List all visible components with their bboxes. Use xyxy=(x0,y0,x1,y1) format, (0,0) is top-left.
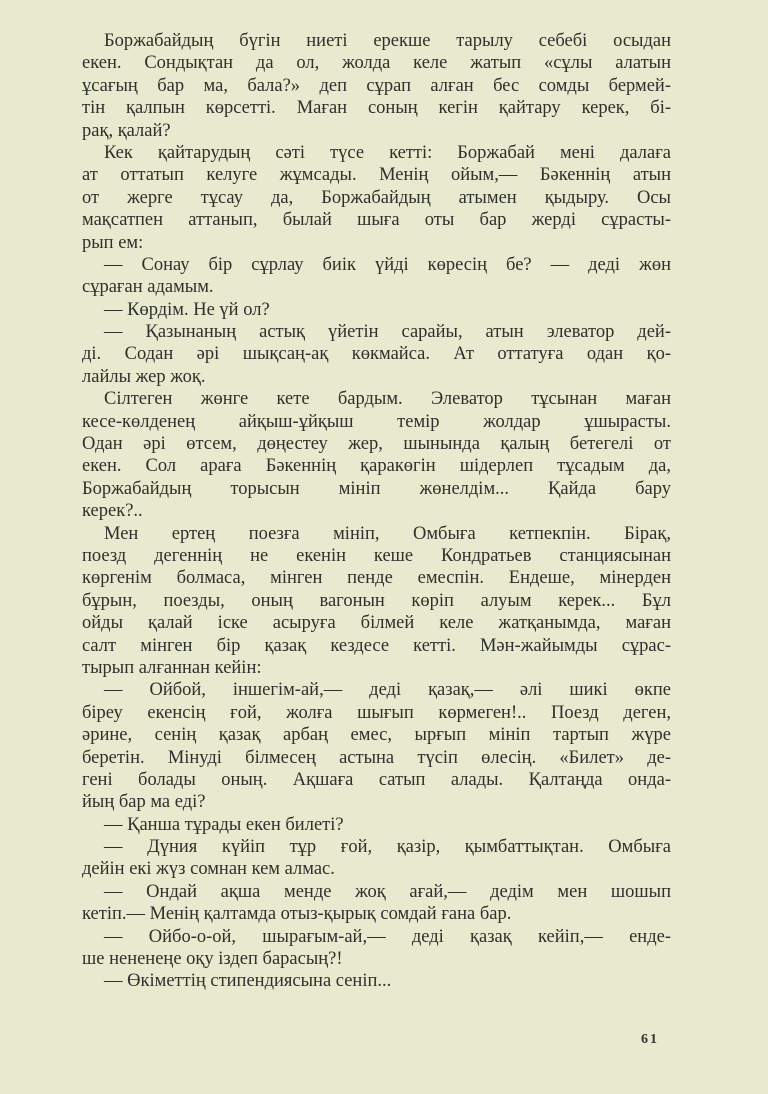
text-line: екен. Сол араға Бәкеннің қаракөгін шідерлеп тұсадым да, xyxy=(82,456,671,477)
text-line: — Ойбой, іншегім-ай,— деді қазақ,— әлі шикі өкпе xyxy=(104,680,671,701)
text-line: — Ойбо-о-ой, шырағым-ай,— деді қазақ кейіп,— енде- xyxy=(104,926,671,947)
text-line: керек?.. xyxy=(82,501,143,522)
text-line: ат оттатып келуге жұмсады. Менің ойым,— Бәкеннің атын xyxy=(82,165,671,186)
text-line: Боржабайдың торысын мініп жөнелдім... Қайда бару xyxy=(82,478,671,499)
text-line: көргенім болмаса, мінген пенде емеспін. Ендеше, мінерден xyxy=(82,568,671,589)
text-line: екен. Сондықтан да ол, жолда келе жатып «сұлы алатын xyxy=(82,53,671,74)
paragraph xyxy=(82,388,671,522)
text-line: тырып алғаннан кейін: xyxy=(82,657,262,678)
text-line: ойды қалай іске асыруға білмей келе жатқанымда, маған xyxy=(82,613,671,634)
text-line: рып ем: xyxy=(82,232,144,253)
paragraph xyxy=(82,254,671,299)
text-line: әрине, сенің қазақ арбаң емес, ырғып мініп тартып жүре xyxy=(82,725,671,746)
text-line: — Көрдім. Не үй ол? xyxy=(104,299,270,320)
text-line: — Сонау бір сұрлау биік үйді көресің бе? — деді жөн xyxy=(104,254,671,275)
paragraph xyxy=(82,299,671,321)
text-line: от жерге тұсау да, Боржабайдың атымен қыдыру. Осы xyxy=(82,187,671,208)
text-line: біреу екенсің ғой, жолға шығып көрмеген!.. Поезд деген, xyxy=(82,702,671,723)
text-line: йың бар ма еді? xyxy=(82,792,206,813)
text-line: мақсатпен аттанып, былай шыға оты бар жерді сұрасты- xyxy=(82,210,671,231)
page-number: 61 xyxy=(641,1032,659,1047)
paragraph xyxy=(82,523,671,680)
text-line: лайлы жер жоқ. xyxy=(82,366,206,387)
text-line: Мен ертең поезға мініп, Омбыға кетпекпін. Бірақ, xyxy=(104,523,671,544)
paragraph xyxy=(82,321,671,388)
paragraph xyxy=(82,679,671,813)
paragraph xyxy=(82,30,671,142)
text-line: — Қанша тұрады екен билеті? xyxy=(104,814,344,835)
text-line: салт мінген бір қазақ кездесе кетті. Мән-жайымды сұрас- xyxy=(82,635,671,656)
paragraph xyxy=(82,970,671,992)
text-line: кетіп.— Менің қалтамда отыз-қырық сомдай ғана бар. xyxy=(82,904,512,925)
text-line: кесе-көлденең айқыш-ұйқыш темір жолдар ұшырасты. xyxy=(82,411,671,432)
text-line: Сілтеген жөнге кете бардым. Элеватор тұсынан маған xyxy=(104,389,671,410)
text-line: — Қазынаның астық үйетін сарайы, атын элеватор дей- xyxy=(104,322,671,343)
paragraph xyxy=(82,142,671,254)
text-line: рақ, қалай? xyxy=(82,120,171,141)
paragraph xyxy=(82,836,671,881)
text-line: — Дүния күйіп тұр ғой, қазір, қымбаттықтан. Омбыға xyxy=(104,837,671,858)
text-line: — Ондай ақша менде жоқ ағай,— дедім мен шошып xyxy=(104,881,671,902)
paragraph xyxy=(82,881,671,926)
paragraph xyxy=(82,814,671,836)
text-line: Боржабайдың бүгін ниеті ерекше тарылу себебі осыдан xyxy=(104,31,671,51)
page-body-text xyxy=(82,30,671,993)
text-line: Кек қайтарудың сәті түсе кетті: Боржабай мені далаға xyxy=(104,142,671,163)
text-line: дейін екі жүз сомнан кем алмас. xyxy=(82,859,335,880)
text-line: бұрын, поезды, оның вагонын көріп алуым керек... Бұл xyxy=(82,590,671,611)
text-line: — Өкіметтің стипендиясына сеніп... xyxy=(104,971,392,992)
text-line: гені болады оның. Ақшаға сатып алады. Қалтаңда онда- xyxy=(82,769,671,790)
text-line: тін қалпын көрсетті. Маған соның кегін қайтару керек, бі- xyxy=(82,98,671,119)
text-line: ұсағың бар ма, бала?» деп сұрап алған бес сомды бермей- xyxy=(82,75,671,96)
text-line: поезд дегеннің не екенін кеше Кондратьев станциясынан xyxy=(82,545,671,566)
text-line: ше нененеңе оқу іздеп барасың?! xyxy=(82,949,343,970)
text-line: Одан әрі өтсем, дөңестеу жер, шынында қалың бетегелі от xyxy=(82,434,671,455)
text-line: ді. Содан әрі шықсаң-ақ көкмайса. Ат оттатуға одан қо- xyxy=(82,344,671,365)
text-line: беретін. Мінуді білмесең астына түсіп өлесің. «Билет» де- xyxy=(82,747,671,768)
paragraph xyxy=(82,926,671,971)
text-line: сұраған адамым. xyxy=(82,277,214,298)
